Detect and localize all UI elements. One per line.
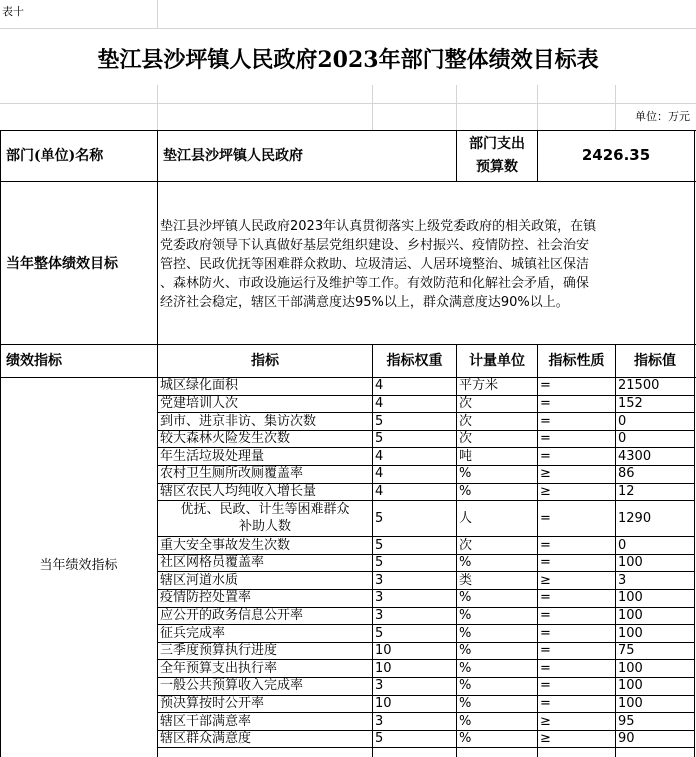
indicator-weight: 4 xyxy=(375,396,384,411)
indicator-weight: 5 xyxy=(375,511,384,526)
indicator-unit: 类 xyxy=(459,573,473,588)
header-nature: 指标性质 xyxy=(548,353,605,369)
indicator-weight: 10 xyxy=(375,643,392,658)
table-label: 表十 xyxy=(2,5,24,18)
indicator-name: 全年预算支出执行率 xyxy=(160,661,278,676)
indicator-nature: = xyxy=(540,538,551,553)
indicator-unit: % xyxy=(459,608,472,623)
indicator-name: 辖区群众满意度 xyxy=(160,731,252,746)
goal-line: 经济社会稳定，辖区干部满意度达95%以上，群众满意度达90%以上。 xyxy=(160,295,569,310)
indicator-value: 0 xyxy=(618,414,627,429)
indicator-weight: 5 xyxy=(375,731,384,746)
indicator-value: 90 xyxy=(618,731,635,746)
indicator-nature: = xyxy=(540,511,551,526)
indicator-value: 75 xyxy=(618,643,635,658)
indicator-name: 城区绿化面积 xyxy=(160,378,239,393)
indicator-value: 100 xyxy=(618,696,643,711)
budget-label: 部门支出 xyxy=(469,136,525,152)
indicator-weight: 4 xyxy=(375,484,384,499)
indicator-nature: ≥ xyxy=(540,731,551,746)
indicator-name: 三季度预算执行进度 xyxy=(160,643,278,658)
row-divider xyxy=(157,747,695,748)
unit-label: 单位：万元 xyxy=(635,110,690,123)
indicator-value: 86 xyxy=(618,466,635,481)
indicator-name: 重大安全事故发生次数 xyxy=(160,538,291,553)
indicator-nature: ≥ xyxy=(540,484,551,499)
indicator-unit: % xyxy=(459,626,472,641)
indicator-value: 1290 xyxy=(618,511,652,526)
indicator-value: 100 xyxy=(618,608,643,623)
indicator-name: 应公开的政务信息公开率 xyxy=(160,608,304,623)
indicator-nature: = xyxy=(540,696,551,711)
budget-value: 2426.35 xyxy=(581,146,651,164)
indicator-unit: % xyxy=(459,555,472,570)
indicator-name: 优抚、民政、计生等困难群众 xyxy=(180,502,350,517)
indicator-weight: 4 xyxy=(375,378,384,393)
indicator-weight: 3 xyxy=(375,608,384,623)
indicator-unit: % xyxy=(459,590,472,605)
indicator-name: 辖区农民人均纯收入增长量 xyxy=(160,484,317,499)
header-unit: 计量单位 xyxy=(469,353,525,369)
header-indicator: 指标 xyxy=(251,353,279,369)
indicator-weight: 4 xyxy=(375,466,384,481)
indicator-name: 农村卫生厕所改厕覆盖率 xyxy=(160,466,304,481)
indicator-weight: 5 xyxy=(375,431,384,446)
indicator-nature: = xyxy=(540,661,551,676)
indicator-unit: 次 xyxy=(459,414,473,429)
indicator-weight: 3 xyxy=(375,714,384,729)
indicator-unit: % xyxy=(459,731,472,746)
group-label: 当年绩效指标 xyxy=(39,558,118,573)
indicator-weight: 10 xyxy=(375,661,392,676)
goal-line: 党委政府领导下认真做好基层党组织建设、乡村振兴、疫情防控、社会治安 xyxy=(160,238,590,253)
indicator-unit: % xyxy=(459,714,472,729)
indicator-name: 征兵完成率 xyxy=(160,626,226,641)
indicator-unit: % xyxy=(459,643,472,658)
indicator-weight: 3 xyxy=(375,590,384,605)
indicator-name: 辖区干部满意率 xyxy=(160,714,252,729)
indicator-weight: 4 xyxy=(375,449,384,464)
indicator-nature: = xyxy=(540,643,551,658)
header-section: 绩效指标 xyxy=(6,353,62,369)
indicator-nature: = xyxy=(540,555,551,570)
indicator-value: 0 xyxy=(618,431,627,446)
indicator-value: 12 xyxy=(618,484,635,499)
indicator-nature: ≥ xyxy=(540,573,551,588)
indicator-unit: % xyxy=(459,696,472,711)
indicator-value: 0 xyxy=(618,538,627,553)
indicator-value: 100 xyxy=(618,678,643,693)
indicator-unit: % xyxy=(459,661,472,676)
indicator-nature: = xyxy=(540,626,551,641)
indicator-name: 年生活垃圾处理量 xyxy=(160,449,265,464)
indicator-weight: 5 xyxy=(375,414,384,429)
goal-label: 当年整体绩效目标 xyxy=(6,256,118,272)
indicator-value: 3 xyxy=(618,573,627,588)
indicator-weight: 5 xyxy=(375,626,384,641)
indicator-value: 100 xyxy=(618,555,643,570)
indicator-weight: 3 xyxy=(375,573,384,588)
indicator-value: 100 xyxy=(618,590,643,605)
indicator-name: 补助人数 xyxy=(238,519,291,534)
dept-label: 部门(单位)名称 xyxy=(6,148,104,164)
indicator-nature: = xyxy=(540,590,551,605)
indicator-unit: % xyxy=(459,678,472,693)
indicator-nature: ≥ xyxy=(540,714,551,729)
indicator-nature: = xyxy=(540,414,551,429)
indicator-name: 预决算按时公开率 xyxy=(160,696,265,711)
indicator-nature: = xyxy=(540,449,551,464)
indicator-name: 到市、进京非访、集访次数 xyxy=(160,414,317,429)
indicator-nature: ≥ xyxy=(540,466,551,481)
indicator-value: 100 xyxy=(618,626,643,641)
goal-line: 、森林防火、市政设施运行及维护等工作。有效防范和化解社会矛盾，确保 xyxy=(160,276,590,291)
indicator-unit: 吨 xyxy=(459,449,473,464)
indicator-unit: 次 xyxy=(459,538,473,553)
indicator-unit: 平方米 xyxy=(459,378,499,393)
indicator-unit: % xyxy=(459,484,472,499)
budget-label: 预算数 xyxy=(476,159,518,175)
indicator-unit: % xyxy=(459,466,472,481)
indicator-nature: = xyxy=(540,608,551,623)
indicator-value: 95 xyxy=(618,714,635,729)
indicator-name: 一般公共预算收入完成率 xyxy=(160,678,304,693)
indicator-value: 4300 xyxy=(618,449,652,464)
header-weight: 指标权重 xyxy=(386,353,443,369)
indicator-nature: = xyxy=(540,678,551,693)
page-title: 垫江县沙坪镇人民政府2023年部门整体绩效目标表 xyxy=(97,47,599,73)
indicator-nature: = xyxy=(540,396,551,411)
indicator-name: 辖区河道水质 xyxy=(160,573,239,588)
indicator-value: 21500 xyxy=(618,378,660,393)
dept-name: 垫江县沙坪镇人民政府 xyxy=(163,148,303,164)
indicator-name: 较大森林火险发生次数 xyxy=(160,431,291,446)
indicator-value: 152 xyxy=(618,396,643,411)
indicator-unit: 次 xyxy=(459,431,473,446)
indicator-name: 社区网格员覆盖率 xyxy=(160,555,265,570)
indicator-unit: 次 xyxy=(459,396,473,411)
indicator-unit: 人 xyxy=(459,511,473,526)
indicator-weight: 10 xyxy=(375,696,392,711)
header-value: 指标值 xyxy=(634,353,676,369)
indicator-nature: = xyxy=(540,431,551,446)
goal-line: 管控、民政优抚等困难群众救助、垃圾清运、人居环境整治、城镇社区保洁 xyxy=(160,257,590,272)
indicator-value: 100 xyxy=(618,661,643,676)
indicator-name: 疫情防控处置率 xyxy=(160,590,252,605)
indicator-weight: 3 xyxy=(375,678,384,693)
indicator-weight: 5 xyxy=(375,555,384,570)
goal-line: 垫江县沙坪镇人民政府2023年认真贯彻落实上级党委政府的相关政策，在镇 xyxy=(160,219,597,234)
indicator-name: 党建培训人次 xyxy=(160,396,239,411)
indicator-nature: = xyxy=(540,378,551,393)
indicator-weight: 5 xyxy=(375,538,384,553)
